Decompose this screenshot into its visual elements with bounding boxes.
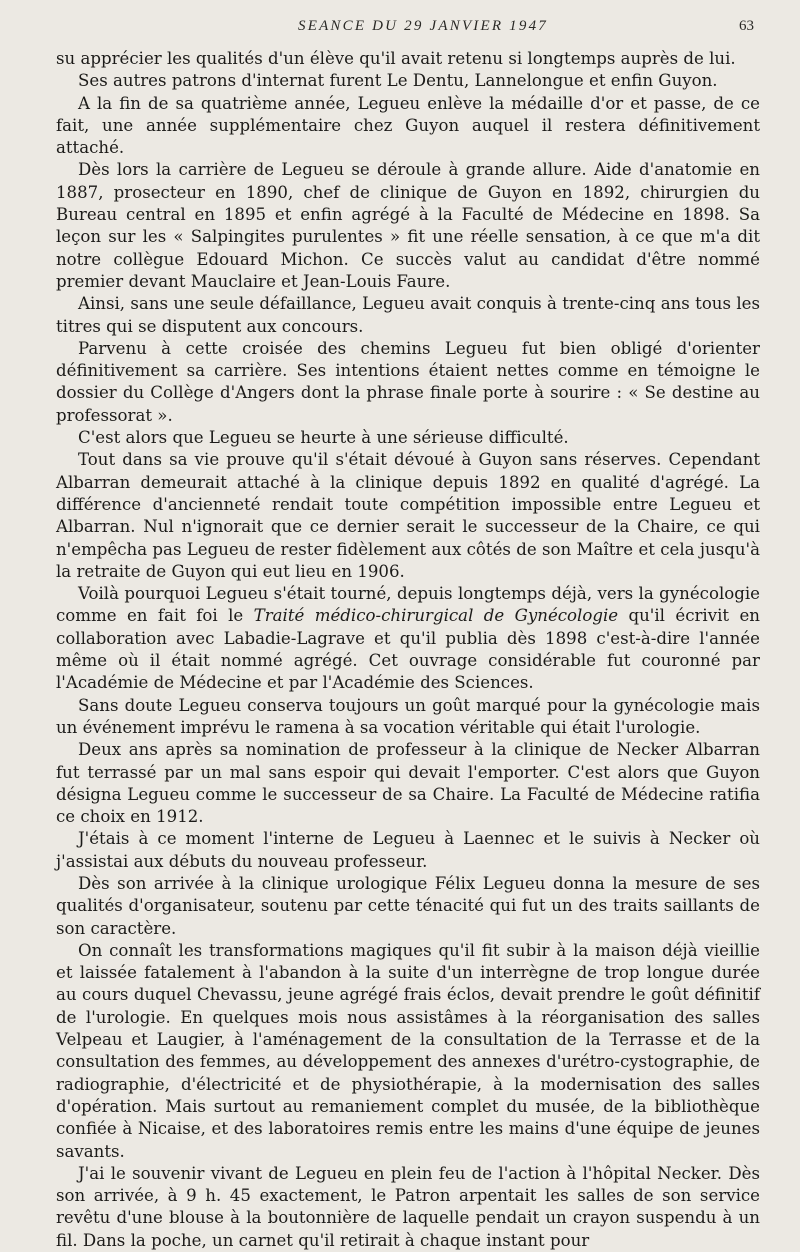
paragraph: C'est alors que Legueu se heurte à une sérieuse difficulté. xyxy=(78,428,569,448)
paragraph: Deux ans après sa nomination de professeur à la clinique de Necker Albarran fut terrassé par un mal sans espoir qui devait l'emporter. C'est alors que Guyon désigna Legueu comme le successeur de sa Chaire. La Faculté de Médecine ratifia ce choix en 1912. xyxy=(56,740,760,827)
body-text xyxy=(56,48,760,1252)
header-title: SEANCE DU 29 JANVIER 1947 xyxy=(298,18,548,34)
running-header xyxy=(56,18,760,48)
paragraph: Parvenu à cette croisée des chemins Legueu fut bien obligé d'orienter définitivement sa carrière. Ses intentions étaient nettes comme en témoigne le dossier du Collège d'Angers dont la phrase finale porte à sourire : « Se destine au professorat ». xyxy=(56,338,760,425)
paragraph: On connaît les transformations magiques qu'il fit subir à la maison déjà vieillie et laissée fatalement à l'abandon à la suite d'un interrègne de trop longue durée au cours duquel Chevassu, jeune agrégé frais éclos, devait prendre le goût définitif de l'urologie. En quelques mois nous assistâmes à la réorganisation des salles Velpeau et Laugier, à l'aménagement de la consultation de la Terrasse et de la consultation des femmes, au développement des annexes d'urétro-cystographie, de radiographie, d'électricité et de physiothérapie, à la modernisation des salles d'opération. Mais surtout au remaniement complet du musée, de la bibliothèque confiée à Nicaise, et des laboratoires remis entre les mains d'une équipe de jeunes savants. xyxy=(56,940,760,1161)
paragraph-text: qu'il écrivit en collaboration avec Labadie-Lagrave et qu'il publia dès 1898 c'est-à-dire l'année même où il était nommé agrégé. Cet ouvrage considérable fut couronné par l'Académie de Médecine et par l'Académie des Sciences. xyxy=(56,606,760,693)
paragraph xyxy=(56,583,760,694)
paragraph: su apprécier les qualités d'un élève qu'il avait retenu si longtemps auprès de lui. xyxy=(56,49,736,68)
paragraph: Dès lors la carrière de Legueu se déroule à grande allure. Aide d'anatomie en 1887, prosecteur en 1890, chef de clinique de Guyon en 1892, chirurgien du Bureau central en 1895 et enfin agrégé à la Faculté de Médecine en 1898. Sa leçon sur les « Salpingites purulentes » fit une réelle sensation, à ce que m'a dit notre collègue Edouard Michon. Ce succès valut au candidat d'être nommé premier devant Mauclaire et Jean-Louis Faure. xyxy=(56,160,760,291)
paragraph: Ainsi, sans une seule défaillance, Legueu avait conquis à trente-cinq ans tous les titres qui se disputent aux concours. xyxy=(56,294,760,336)
paragraph: Tout dans sa vie prouve qu'il s'était dévoué à Guyon sans réserves. Cependant Albarran demeurait attaché à la clinique depuis 1892 en qualité d'agrégé. La différence d'ancienneté rendait toute compétition impossible entre Legueu et Albarran. Nul n'ignorait que ce dernier serait le successeur de la Chaire, ce qui n'empêcha pas Legueu de rester fidèlement aux côtés de son Maître et cela jusqu'à la retraite de Guyon qui eut lieu en 1906. xyxy=(56,450,760,581)
paragraph: Sans doute Legueu conserva toujours un goût marqué pour la gynécologie mais un événement imprévu le ramena à sa vocation véritable qui était l'urologie. xyxy=(56,695,760,737)
paragraph: J'ai le souvenir vivant de Legueu en plein feu de l'action à l'hôpital Necker. Dès son arrivée, à 9 h. 45 exactement, le Patron arpentait les salles de son service revêtu d'une blouse à la boutonnière de laquelle pendait un crayon suspendu à un fil. Dans la poche, un carnet qu'il retirait à chaque instant pour xyxy=(56,1163,760,1250)
page-number: 63 xyxy=(739,18,754,34)
paragraph: J'étais à ce moment l'interne de Legueu à Laennec et le suivis à Necker où j'assistai aux débuts du nouveau professeur. xyxy=(56,829,760,871)
paragraph: A la fin de sa quatrième année, Legueu enlève la médaille d'or et passe, de ce fait, une année supplémentaire chez Guyon auquel il restera définitivement attaché. xyxy=(56,93,760,158)
paragraph: Ses autres patrons d'internat furent Le Dentu, Lannelongue et enfin Guyon. xyxy=(78,71,718,91)
paragraph-text: Voilà pourquoi Legueu s'était tourné, depuis longtemps déjà, vers la gynécologie comme en fait foi le xyxy=(56,584,760,626)
book-title: Traité médico-chirurgical de Gynécologie xyxy=(253,606,619,626)
paragraph: Dès son arrivée à la clinique urologique Félix Legueu donna la mesure de ses qualités d'organisateur, soutenu par cette ténacité qui fut un des traits saillants de son caractère. xyxy=(56,873,760,938)
